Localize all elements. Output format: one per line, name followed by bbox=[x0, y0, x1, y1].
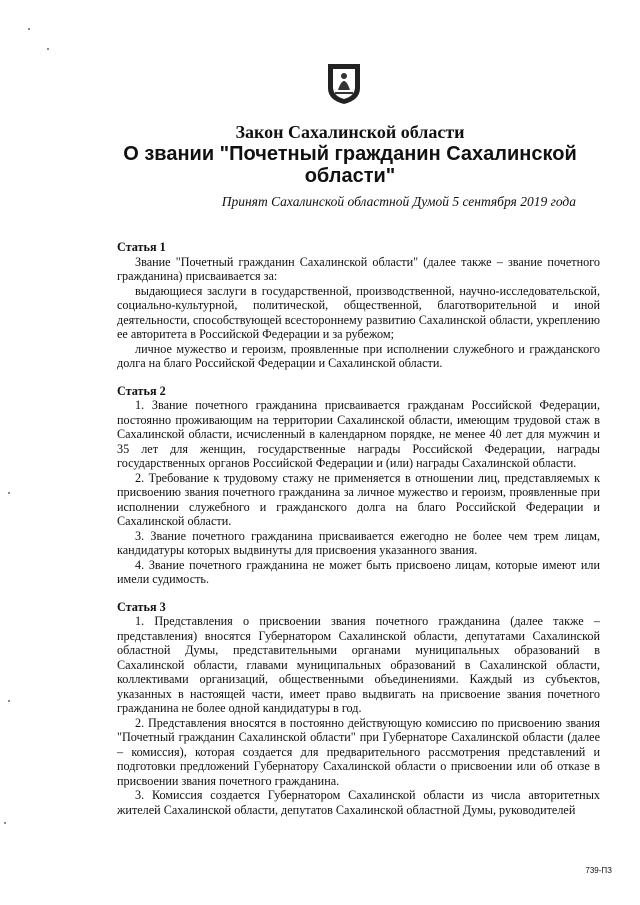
sakhalin-coat-of-arms-icon bbox=[324, 60, 364, 106]
article-2-paragraph: 4. Звание почетного гражданина не может быть присвоено лицам, которые имеют или имели судимость. bbox=[117, 557, 600, 586]
document-number-stamp: 739-ПЗ bbox=[585, 866, 612, 875]
article-2-heading: Статья 2 bbox=[117, 383, 166, 398]
article-3-heading: Статья 3 bbox=[117, 599, 166, 614]
article-2-paragraph: 2. Требование к трудовому стажу не применяется в отношении лиц, представляемых к присвоению звания почетного гражданина за личное мужество и героизм, проявленные при исполнении служебного и гражданского долга на благо Российской Федерации и Сахалинской области. bbox=[117, 470, 600, 528]
article-1-paragraph: личное мужество и героизм, проявленные при исполнении служебного и гражданского долга на благо Российской Федерации и Сахалинской области. bbox=[117, 341, 600, 370]
article-3-paragraph: 3. Комиссия создается Губернатором Сахалинской области из числа авторитетных жителей Сахалинской области, депутатов Сахалинской областной Думы, руководителей bbox=[117, 788, 600, 817]
law-title: Закон Сахалинской области bbox=[235, 122, 465, 142]
scan-speck bbox=[8, 492, 10, 494]
article-1-paragraph: выдающиеся заслуги в государственной, производственной, научно-исследовательской, социально-культурной, политической, общественной, благотворительной и иной деятельности, способствующей всестороннему развитию Сахалинской области, укреплению ее авторитета в Российской Федерации и за рубежом; bbox=[117, 283, 600, 341]
article-1-heading: Статья 1 bbox=[117, 240, 166, 254]
article-2-paragraph: 3. Звание почетного гражданина присваивается ежегодно не более чем трем лицам, кандидатуры которых выдвинуты для присвоения указанного звания. bbox=[117, 528, 600, 557]
law-body bbox=[117, 240, 600, 817]
scan-speck bbox=[28, 28, 30, 30]
scan-speck bbox=[4, 822, 6, 824]
law-subject-line2: области" bbox=[304, 165, 396, 187]
adoption-note: Принят Сахалинской областной Думой 5 сентября 2019 года bbox=[221, 194, 576, 209]
law-subject-line1: О звании "Почетный гражданин Сахалинской bbox=[123, 143, 577, 165]
scan-speck bbox=[47, 48, 49, 50]
article-3-paragraph: 2. Представления вносятся в постоянно действующую комиссию по присвоению звания "Почетный гражданин Сахалинской области" при Губернаторе Сахалинской области (далее – комиссия), которая создается для предварительного рассмотрения представлений и подготовки предложений Губернатору Сахалинской области о присвоении или об отказе в присвоении звания почетного гражданина. bbox=[117, 715, 600, 788]
article-1-paragraph: Звание "Почетный гражданин Сахалинской области" (далее также – звание почетного гражданина) присваивается за: bbox=[117, 254, 600, 283]
scan-speck bbox=[8, 700, 10, 702]
article-2-paragraph: 1. Звание почетного гражданина присваивается гражданам Российской Федерации, постоянно проживающим на территории Сахалинской области, имеющим трудовой стаж в Сахалинской области, исчисленный в календарном порядке, не менее 40 лет для мужчин и 35 лет для женщин, государственные награды Российской Федерации, награды государственных органов Российской Федерации и (или) награды Сахалинской области. bbox=[117, 398, 600, 470]
article-3-paragraph: 1. Представления о присвоении звания почетного гражданина (далее также – представления) вносятся Губернатором Сахалинской области, депутатами Сахалинской областной Думы, представительными органами муниципальных образований в Сахалинской области, главами муниципальных образований в Сахалинской области, коллективами организаций, общественными объединениями. Каждый из субъектов, указанных в настоящей части, имеет право выдвигать на присвоение звания почетного гражданина не более одной кандидатуры в год. bbox=[117, 614, 600, 715]
